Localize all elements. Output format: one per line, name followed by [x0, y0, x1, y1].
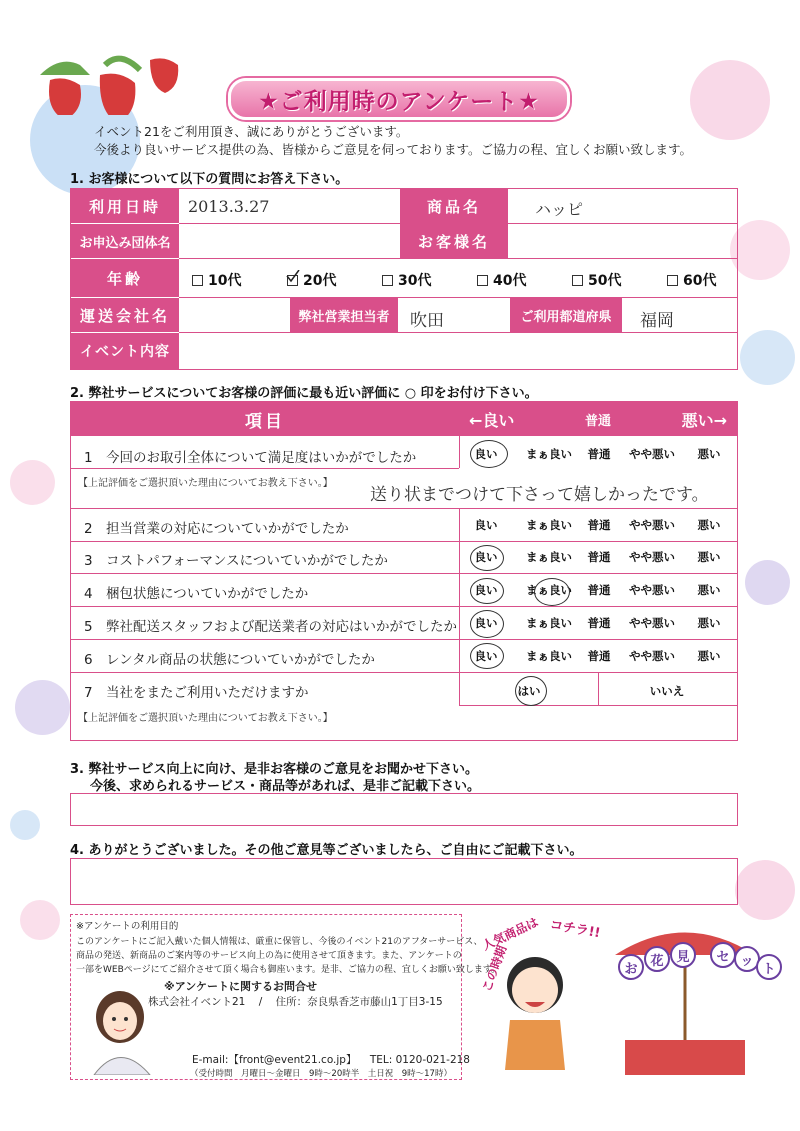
label-product: 商品名	[400, 189, 508, 223]
row-divider	[71, 573, 738, 574]
selected-circle	[470, 643, 504, 669]
question-7	[84, 681, 309, 701]
value-product[interactable]: ハッピ	[535, 200, 584, 219]
question-text: 当社をまたご利用いただけますか	[106, 685, 309, 701]
question-text: レンタル商品の状態についていかがでしたか	[106, 652, 375, 668]
label-customer: お客様名	[400, 224, 508, 258]
rating-option[interactable]: 良い	[474, 616, 498, 630]
label-staff: 弊社営業担当者	[290, 298, 398, 332]
label-prefecture: ご利用都道府県	[510, 298, 622, 332]
reason-label: 【上記評価をご選択頂いた理由についてお教え下さい。】	[78, 478, 333, 489]
flower-decoration	[690, 60, 770, 140]
question-5	[84, 615, 457, 635]
selected-circle	[534, 578, 570, 606]
flower-decoration	[15, 680, 70, 735]
flower-decoration	[20, 900, 60, 940]
value-staff[interactable]: 吹田	[410, 311, 444, 331]
col-divider	[598, 672, 599, 705]
purpose-line: 一部をWEBページにてご紹介させて頂く場合も御座います。是非、ご協力の程、宜しくお願い致します。	[76, 965, 501, 975]
section1-heading: 1. お客様について以下の質問にお答え下さい。	[70, 172, 349, 187]
reason-label-2: 【上記評価をご選択頂いた理由についてお教え下さい。】	[78, 713, 333, 724]
rating-option[interactable]: 普通	[587, 649, 611, 663]
hanami-set-label	[618, 940, 778, 980]
rating-option[interactable]: 普通	[587, 447, 611, 461]
flower-decoration	[735, 860, 795, 920]
contact-hours: （受付時間 月曜日～金曜日 9時～20時半 土日祝 9時～17時）	[190, 1069, 452, 1079]
promo-left-text: この時期	[479, 943, 510, 994]
selected-circle	[470, 610, 504, 638]
age-option-label: 20代	[303, 273, 337, 289]
promo-right-text: コチラ!!	[548, 917, 602, 942]
rating-option[interactable]: 悪い	[697, 550, 721, 564]
hanami-char: セ	[710, 942, 736, 968]
rating-option[interactable]: 悪い	[697, 583, 721, 597]
answer-no[interactable]: いいえ	[649, 684, 685, 698]
label-carrier: 運送会社名	[71, 298, 179, 332]
answer-yes[interactable]: はい	[517, 684, 541, 698]
flower-decoration	[730, 220, 790, 280]
promo-mid-text: 人気商品は	[480, 914, 541, 953]
label-age: 年齢	[71, 259, 179, 297]
question-text: コストパフォーマンスについていかがでしたか	[106, 553, 388, 569]
rating-option[interactable]: 悪い	[697, 518, 721, 532]
kid-illustration	[490, 950, 590, 1070]
rating-option[interactable]: やや悪い	[629, 649, 675, 663]
company-name: 株式会社イベント21	[148, 996, 246, 1008]
label-event: イベント内容	[71, 333, 179, 369]
question-number: 1	[84, 450, 93, 466]
question-text: 梱包状態についていかがでしたか	[106, 586, 309, 602]
header-scale	[459, 402, 737, 436]
hanami-char: お	[618, 954, 644, 980]
checkbox-icon	[382, 275, 393, 286]
purpose-line: このアンケートにご記入戴いた個人情報は、厳重に保管し、今後のイベント21のアフターサービス、	[76, 937, 483, 947]
rating-option[interactable]: まぁ良い	[526, 447, 572, 461]
question-3	[84, 549, 388, 569]
age-option-20[interactable]	[287, 270, 336, 290]
hanami-char: ト	[756, 954, 782, 980]
checkbox-icon	[667, 275, 678, 286]
rating-option[interactable]: まぁ良い	[526, 518, 572, 532]
table-divider	[179, 297, 737, 298]
selected-circle	[470, 578, 504, 604]
rating-option[interactable]: 悪い	[697, 616, 721, 630]
rating-option[interactable]: 良い	[474, 550, 498, 564]
question-text: 担当営業の対応についていかがでしたか	[106, 521, 349, 537]
age-option-40[interactable]	[477, 270, 526, 290]
table-divider	[179, 223, 737, 224]
purpose-title: ※アンケートの利用目的	[76, 921, 179, 932]
contact-line	[148, 994, 443, 1009]
section4-heading: 4. ありがとうございました。その他ご意見等ございましたら、ご自由にご記載下さい。	[70, 843, 583, 858]
age-option-label: 50代	[588, 273, 622, 289]
flower-decoration	[745, 560, 790, 605]
age-option-label: 60代	[683, 273, 717, 289]
row-divider	[71, 508, 738, 509]
survey-title: ★ご利用時のアンケート★	[258, 88, 540, 115]
col-divider	[459, 508, 460, 705]
rating-option[interactable]: 普通	[587, 550, 611, 564]
flower-decoration	[740, 330, 795, 385]
header-bad: 悪い→	[681, 410, 727, 430]
age-option-label: 30代	[398, 273, 432, 289]
intro-line-2: 今後より良いサービス提供の為、皆様からご意見を伺っております。ご協力の程、宜しくお願い致します。	[94, 142, 693, 157]
rating-option[interactable]: まぁ良い	[526, 649, 572, 663]
contact-title: ※アンケートに関するお問合せ	[164, 980, 318, 993]
rating-option[interactable]: 悪い	[697, 649, 721, 663]
table-divider	[179, 332, 737, 333]
opinion-textbox[interactable]	[70, 793, 738, 826]
contact-email[interactable]: E-mail:【front@event21.co.jp】	[192, 1054, 357, 1066]
age-option-10[interactable]	[192, 270, 241, 290]
header-good: ←良い	[469, 410, 515, 430]
company-address: 住所：奈良県香芝市藤山1丁目3-15	[275, 996, 443, 1008]
age-option-60[interactable]	[667, 270, 716, 290]
question-number: 3	[84, 553, 93, 569]
checkbox-icon	[477, 275, 488, 286]
rating-option[interactable]: 普通	[587, 616, 611, 630]
rating-option[interactable]: 良い	[474, 583, 498, 597]
rating-option[interactable]: やや悪い	[629, 583, 675, 597]
hanami-char: 花	[644, 946, 670, 972]
contact-tel[interactable]: TEL: 0120-021-218	[369, 1054, 470, 1066]
rating-option[interactable]: やや悪い	[629, 550, 675, 564]
row-divider	[459, 705, 738, 706]
section3-heading: 3. 弊社サービス向上に向け、是非お客様のご意見をお聞かせ下さい。	[70, 762, 478, 777]
age-option-50[interactable]	[572, 270, 621, 290]
rating-option[interactable]: 良い	[474, 518, 498, 532]
hanami-char: ッ	[734, 946, 760, 972]
section2-heading: 2. 弊社サービスについてお客様の評価に最も近い評価に ○ 印をお付け下さい。	[70, 386, 538, 401]
checkbox-icon	[192, 275, 203, 286]
question-1	[84, 446, 416, 466]
flower-decoration	[10, 810, 40, 840]
rating-option[interactable]: やや悪い	[629, 447, 675, 461]
question-number: 5	[84, 619, 93, 635]
rating-option[interactable]: 普通	[587, 583, 611, 597]
hanami-char: 見	[670, 942, 696, 968]
operator-illustration	[80, 985, 170, 1075]
question-number: 6	[84, 652, 93, 668]
contact-details	[192, 1052, 470, 1067]
row-divider	[71, 468, 459, 469]
rating-option[interactable]: 悪い	[697, 447, 721, 461]
table-divider	[179, 258, 737, 259]
header-item: 項目	[71, 402, 459, 436]
rating-option[interactable]: やや悪い	[629, 518, 675, 532]
selected-circle	[515, 676, 547, 706]
rating-option[interactable]: 普通	[587, 518, 611, 532]
question-text: 弊社配送スタッフおよび配送業者の対応はいかがでしたか	[106, 619, 457, 635]
purpose-line: 商品の発送、新商品のご案内等のサービス向上の為に使用させて頂きます。また、アンケートの	[76, 951, 462, 961]
rating-option[interactable]: 良い	[474, 447, 498, 461]
rating-option[interactable]: 良い	[474, 649, 498, 663]
question-text: 今回のお取引全体について満足度はいかがでしたか	[106, 450, 417, 466]
row-divider	[71, 639, 738, 640]
reason-answer[interactable]: 送り状までつけて下さって嬉しかったです。	[370, 485, 709, 505]
intro-line-1: イベント21をご利用頂き、誠にありがとうございます。	[94, 124, 409, 139]
separator: /	[258, 996, 263, 1008]
question-number: 2	[84, 521, 93, 537]
age-option-30[interactable]	[382, 270, 431, 290]
question-number: 7	[84, 685, 93, 701]
free-comment-textbox[interactable]	[70, 858, 738, 905]
rating-option[interactable]: まぁ良い	[526, 550, 572, 564]
age-option-label: 10代	[208, 273, 242, 289]
survey-title-banner	[228, 78, 570, 120]
value-prefecture[interactable]: 福岡	[640, 311, 674, 331]
strawberry-decoration	[20, 35, 190, 115]
checkbox-icon	[572, 275, 583, 286]
question-2	[84, 517, 349, 537]
label-date: 利用日時	[71, 189, 179, 223]
question-6	[84, 648, 375, 668]
rating-option[interactable]: まぁ良い	[526, 583, 572, 597]
selected-circle	[470, 545, 504, 571]
row-divider	[71, 606, 738, 607]
value-date[interactable]: 2013.3.27	[188, 197, 270, 216]
question-4	[84, 582, 308, 602]
question-number: 4	[84, 586, 93, 602]
section3-subheading: 今後、求められるサービス・商品等があれば、是非ご記載下さい。	[90, 779, 481, 794]
label-group: お申込み団体名	[71, 224, 179, 258]
rating-option[interactable]: やや悪い	[629, 616, 675, 630]
flower-decoration	[10, 460, 55, 505]
rating-option[interactable]: まぁ良い	[526, 616, 572, 630]
age-option-label: 40代	[493, 273, 527, 289]
header-normal: 普通	[584, 413, 611, 429]
row-divider	[71, 672, 738, 673]
row-divider	[71, 541, 738, 542]
checked-checkbox-icon	[287, 275, 298, 286]
selected-circle	[470, 440, 508, 468]
